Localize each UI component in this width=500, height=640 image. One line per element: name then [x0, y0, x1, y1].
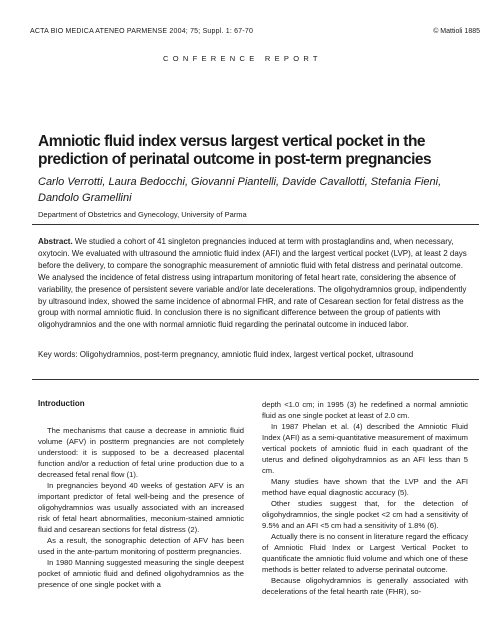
body-paragraph: depth <1.0 cm; in 1995 (3) he redefined a normal amniotic fluid as one single pocket at least of 2.0 cm. — [262, 400, 468, 420]
affiliation: Department of Obstetrics and Gynecology, University of Parma — [38, 210, 247, 219]
abstract-top-rule — [32, 224, 479, 225]
section-label: CONFERENCE REPORT — [163, 54, 322, 63]
section-heading-introduction: Introduction — [38, 399, 85, 408]
abstract-text: We studied a cohort of 41 singleton pregnancies induced at term with prostaglandins and, when necessary, oxytocin. We evaluated with ultrasound the amniotic fluid index (AFI) and the largest vertical pocket (LVP), at least 2 days before the delivery, to compare the sonographic measurement of amniotic fluid with fetal distress and perinatal outcome. We analysed the incidence of fetal distress using intrapartum monitoring of fetal heart rate, considering the absence of variability, the presence of persistent severe variable and/or late decelerations. The oligohydramnios group, indipendently by ultrasound index, showed the same incidence of abnormal FHR, and rate of Cesarean section for fetal distress as the group with normal amniotic fluid. In conclusion there is no significant difference between the group of patients with oligohydramnios and the one with normal amniotic fluid regarding the perinatal outcome in induced labor. — [38, 237, 467, 330]
body-paragraph: Actually there is no consent in literature regard the efficacy of Amniotic Fluid Index or Largest Vertical Pocket to quantificate the amniotic fluid volume and which one of these methods is better related to adverse perinatal outcome. — [262, 532, 468, 574]
publisher-mark: © Mattioli 1885 — [433, 28, 480, 35]
body-paragraph: In 1987 Phelan et al. (4) described the Amniotic Fluid Index (AFI) as a semi-quantitative measurement of maximum vertical pockets of amniotic fluid in each quadrant of the uterus and defined oligohydramnios as an AFI less than 5 cm. — [262, 422, 468, 475]
abstract-block — [38, 236, 470, 331]
abstract-bottom-rule — [32, 379, 479, 380]
body-paragraph: The mechanisms that cause a decrease in amniotic fluid volume (AFV) in postterm pregnancies are not completely understood: it is supposed to be a decreased placental function and/or a reduction of fetal urine production due to a decreased fetal renal flow (1). — [38, 426, 244, 479]
journal-citation: ACTA BIO MEDICA ATENEO PARMENSE 2004; 75; Suppl. 1: 67-70 — [30, 28, 254, 35]
body-paragraph: In pregnancies beyond 40 weeks of gestation AFV is an important predictor of fetal well-being and the presence of oligohydramnios was usually associated with an increased risk of fetal heart abnormalities, meconium-stained amniotic fluid and cesarean sections for fetal distress (2). — [38, 481, 244, 534]
body-paragraph: Other studies suggest that, for the detection of oligohydramnios, the single pocket <2 cm had a sensitivity of 9.5% and an AFI <5 cm had a sensitivity of 1.8% (6). — [262, 499, 468, 530]
author-list: Carlo Verrotti, Laura Bedocchi, Giovanni Piantelli, Davide Cavallotti, Stefania Fieni, Dandolo Gramellini — [38, 176, 442, 204]
abstract-label: Abstract. — [38, 237, 73, 246]
right-column — [262, 399, 468, 597]
article-title: Amniotic fluid index versus largest vertical pocket in the prediction of perinatal outcome in post-term pregnancies — [38, 133, 432, 168]
body-paragraph: Because oligohydramnios is generally associated with decelerations of the fetal hearth rate (FHR), so- — [262, 576, 468, 596]
keywords: Key words: Oligohydramnios, post-term pregnancy, amniotic fluid index, largest vertical pocket, ultrasound — [38, 350, 414, 359]
body-paragraph: In 1980 Manning suggested measuring the single deepest pocket of amniotic fluid and defined oligohydramnios as the presence of one single pocket with a — [38, 558, 244, 589]
left-column — [38, 398, 244, 590]
body-paragraph: As a result, the sonographic detection of AFV has been used in the ante-partum monitoring of postterm pregnancies. — [38, 536, 244, 556]
body-paragraph: Many studies have shown that the LVP and the AFI method have equal diagnostic accuracy (5). — [262, 477, 468, 497]
